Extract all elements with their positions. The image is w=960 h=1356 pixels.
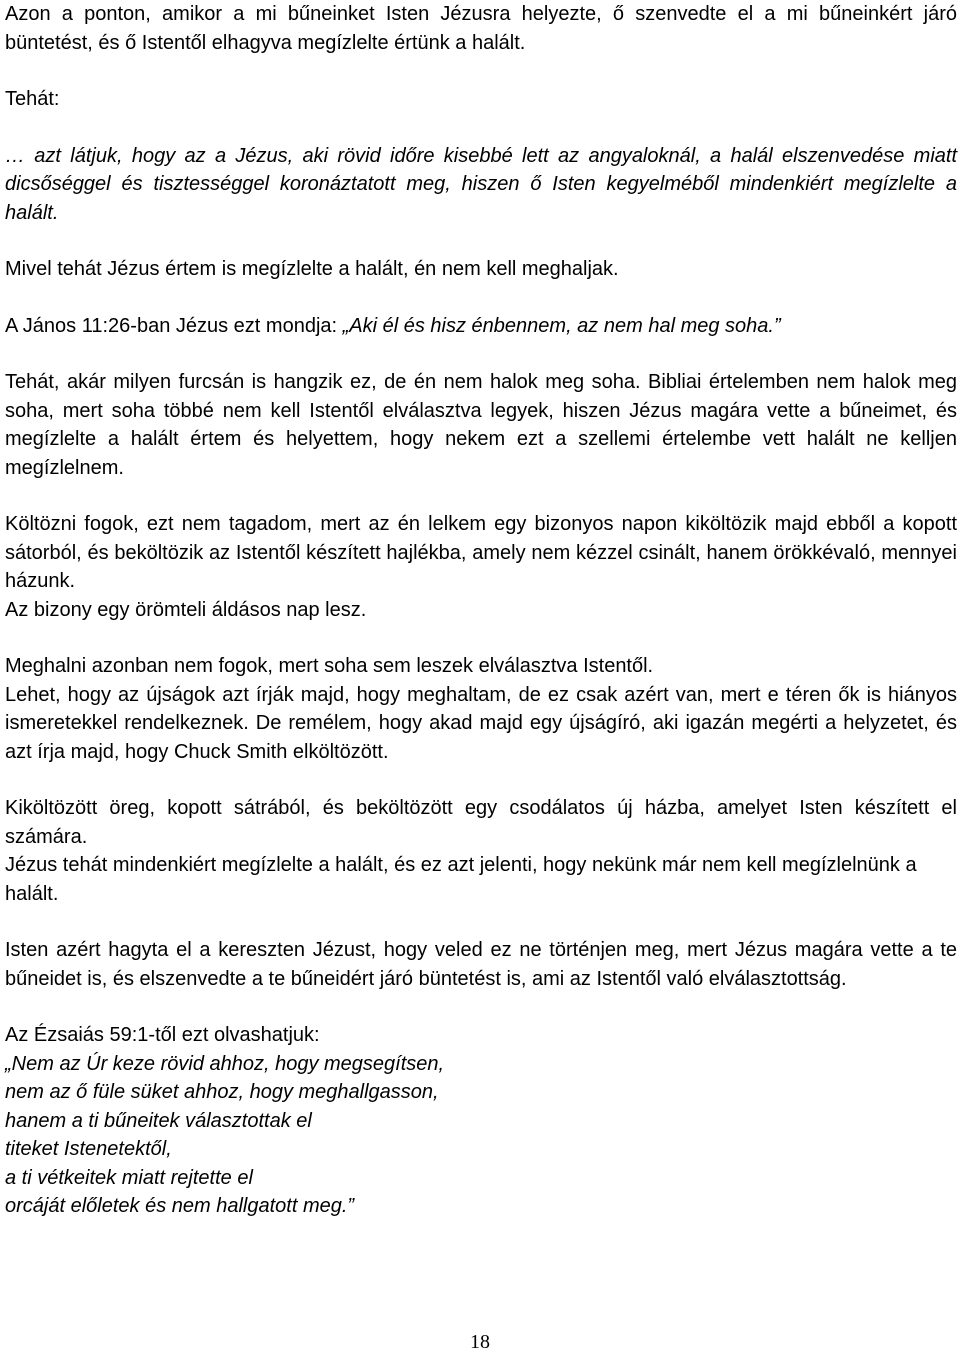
scripture-quote	[5, 1050, 957, 1221]
paragraph: Meghalni azonban nem fogok, mert soha sem leszek elválasztva Istentől.	[5, 655, 654, 677]
quote-line: a ti vétkeitek miatt rejtette el	[5, 1166, 253, 1189]
quote-paragraph: … azt látjuk, hogy az a Jézus, aki rövid időre kisebbé lett az angyaloknál, a halál elszenvedése miatt dicsőséggel és tisztességgel koronáztatott meg, hiszen ő Isten kegyelméből mindenkiért megízlelte a halált.	[5, 144, 957, 224]
quote-line: nem az ő füle süket ahhoz, hogy meghallgasson,	[5, 1081, 439, 1103]
paragraph: Jézus tehát mindenkiért megízlelte a halált, és ez azt jelenti, hogy nekünk már nem kell megízlelnünk a halált.	[5, 854, 917, 905]
paragraph: Lehet, hogy az újságok azt írják majd, hogy meghaltam, de ez csak azért van, mert e téren ők is hiányos ismeretekkel rendelkeznek. De remélem, hogy akad majd egy újságíró, aki igazán megérti a helyzetet, és azt írja majd, hogy Chuck Smith elköltözött.	[5, 683, 957, 763]
page-number: 18	[470, 1331, 490, 1353]
paragraph: Isten azért hagyta el a kereszten Jézust, hogy veled ez ne történjen meg, mert Jézus magára vette a te bűneidet is, és elszenvedte a te bűneidért járó büntetést is, ami az Istentől való elválasztottság.	[5, 939, 957, 990]
quote-line: „Nem az Úr keze rövid ahhoz, hogy megsegítsen,	[5, 1052, 445, 1075]
document-page	[5, 0, 957, 1221]
paragraph: Azon a ponton, amikor a mi bűneinket Isten Jézusra helyezte, ő szenvedte el a mi bűneinkért járó büntetést, és ő Istentől elhagyva megízlelte értünk a halált.	[5, 3, 957, 54]
paragraph: Tehát:	[5, 88, 60, 110]
paragraph: Költözni fogok, ezt nem tagadom, mert az én lelkem egy bizonyos napon kiköltözik majd ebből a kopott sátorból, és beköltözik az Istentől készített hajlékba, amely nem kézzel csinált, hanem örökkévaló, mennyei házunk.	[5, 513, 957, 592]
quote-line: titeket Istenetektől,	[5, 1138, 172, 1160]
quote-inline: „Aki él és hisz énbennem, az nem hal meg soha.”	[342, 314, 781, 337]
paragraph: Mivel tehát Jézus értem is megízlelte a halált, én nem kell meghaljak.	[5, 258, 619, 280]
quote-line: hanem a ti bűneitek választottak el	[5, 1109, 312, 1132]
paragraph: Kiköltözött öreg, kopott sátrából, és beköltözött egy csodálatos új házba, amelyet Isten készített el számára.	[5, 797, 957, 848]
paragraph: Tehát, akár milyen furcsán is hangzik ez, de én nem halok meg soha. Bibliai értelemben nem halok meg soha, mert soha többé nem kell Istentől elválasztva legyek, hiszen Jézus magára vette a bűneimet, és megízlelte a halált értem és helyettem, hogy nekem ezt a szellemi értelembe vett halált ne kelljen megízlelnem.	[5, 371, 957, 479]
paragraph: Az Ézsaiás 59:1-től ezt olvashatjuk:	[5, 1024, 320, 1046]
paragraph-lead: A János 11:26-ban Jézus ezt mondja:	[5, 314, 343, 337]
quote-line: orcáját előletek és nem hallgatott meg.”	[5, 1195, 355, 1217]
paragraph	[5, 312, 865, 341]
paragraph: Az bizony egy örömteli áldásos nap lesz.	[5, 598, 367, 621]
